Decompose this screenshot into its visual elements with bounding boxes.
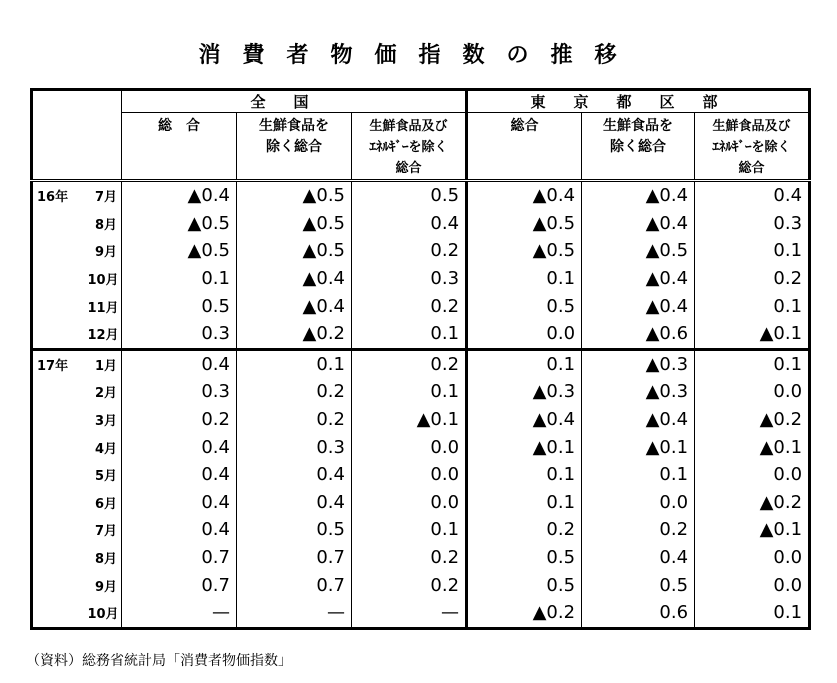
table-row	[32, 378, 810, 406]
value-cell: ▲0.4	[237, 265, 352, 293]
value-cell: 0.1	[352, 378, 467, 406]
value-cell: ▲0.5	[467, 237, 582, 265]
table-row	[32, 320, 810, 349]
value-cell: 0.2	[237, 378, 352, 406]
value-cell: ▲0.1	[467, 433, 582, 461]
value-cell: ▲0.2	[695, 489, 810, 517]
year-cell: 16年	[32, 181, 88, 210]
value-cell: ▲0.4	[582, 406, 695, 434]
value-cell: 0.2	[352, 349, 467, 378]
value-cell: 0.1	[695, 292, 810, 320]
year-cell	[32, 433, 88, 461]
value-cell: ▲0.2	[467, 599, 582, 628]
value-cell: 0.7	[122, 571, 237, 599]
table-row	[32, 544, 810, 572]
value-cell: ▲0.4	[122, 181, 237, 210]
value-cell: 0.0	[352, 433, 467, 461]
cpi-table	[30, 88, 811, 630]
value-cell: ▲0.1	[695, 433, 810, 461]
year-cell	[32, 210, 88, 238]
month-cell: 7月	[94, 190, 117, 206]
value-cell: 0.1	[467, 265, 582, 293]
value-cell: ▲0.5	[237, 210, 352, 238]
value-cell: 0.0	[352, 489, 467, 517]
value-cell: 0.4	[122, 516, 237, 544]
month-cell: 11月	[87, 300, 119, 316]
month-cell: 12月	[88, 320, 122, 349]
value-cell: ▲0.1	[695, 516, 810, 544]
value-cell: 0.3	[695, 210, 810, 238]
table-row	[32, 349, 810, 378]
value-cell: 0.3	[122, 378, 237, 406]
value-cell: ▲0.1	[352, 406, 467, 434]
value-cell: 0.2	[352, 571, 467, 599]
table-row	[32, 599, 810, 628]
year-cell	[32, 544, 88, 572]
value-cell: ▲0.4	[582, 181, 695, 210]
month-cell: 3月	[94, 414, 117, 430]
table-row	[32, 406, 810, 434]
value-cell: 0.0	[695, 571, 810, 599]
value-cell: 0.4	[122, 433, 237, 461]
value-cell: ▲0.5	[122, 237, 237, 265]
group-header-national: 全国	[122, 90, 467, 113]
value-cell: ▲0.3	[582, 378, 695, 406]
value-cell: 0.1	[695, 599, 810, 628]
value-cell: ▲0.5	[122, 210, 237, 238]
value-cell: ▲0.4	[467, 406, 582, 434]
source-note: （資料）総務省統計局「消費者物価指数」	[26, 653, 292, 669]
year-cell	[32, 292, 88, 320]
value-cell: 0.4	[237, 461, 352, 489]
year-cell	[32, 406, 88, 434]
value-cell: 0.7	[122, 544, 237, 572]
month-cell: 8月	[94, 552, 117, 568]
group-header-tokyo: 東京都区部	[467, 90, 810, 113]
month-cell: 6月	[94, 496, 117, 512]
value-cell: ▲0.2	[237, 320, 352, 349]
column-header-tokyo-total: 総合	[467, 113, 582, 181]
month-cell: 7月	[94, 524, 117, 540]
column-header-national-core: 生鮮食品を 除く総合	[237, 113, 352, 181]
value-cell: 0.0	[695, 378, 810, 406]
value-cell: 0.4	[352, 210, 467, 238]
value-cell: 0.4	[122, 489, 237, 517]
month-cell: 1月	[94, 358, 117, 374]
table-row	[32, 489, 810, 517]
table-row	[32, 461, 810, 489]
column-header-tokyo-core: 生鮮食品を 除く総合	[582, 113, 695, 181]
value-cell: 0.0	[582, 489, 695, 517]
month-cell: 9月	[94, 245, 117, 261]
year-cell	[32, 265, 88, 293]
value-cell: 0.2	[122, 406, 237, 434]
year-cell: 17年	[32, 349, 88, 378]
value-cell: ▲0.1	[582, 433, 695, 461]
table-row	[32, 292, 810, 320]
page-title: 消費者物価指数の推移	[198, 42, 639, 68]
value-cell: 0.3	[237, 433, 352, 461]
value-cell: ▲0.5	[582, 237, 695, 265]
value-cell: 0.5	[467, 571, 582, 599]
value-cell: 0.1	[122, 265, 237, 293]
value-cell: 0.5	[237, 516, 352, 544]
value-cell: —	[122, 599, 237, 628]
value-cell: 0.1	[695, 349, 810, 378]
table-row	[32, 265, 810, 293]
value-cell: 0.4	[582, 544, 695, 572]
value-cell: ▲0.4	[467, 181, 582, 210]
table-row	[32, 433, 810, 461]
value-cell: ▲0.3	[582, 349, 695, 378]
value-cell: 0.5	[467, 292, 582, 320]
value-cell: 0.2	[352, 544, 467, 572]
table-row	[32, 516, 810, 544]
year-cell	[32, 516, 88, 544]
value-cell: —	[352, 599, 467, 628]
value-cell: 0.3	[352, 265, 467, 293]
value-cell: 0.1	[467, 349, 582, 378]
value-cell: 0.2	[237, 406, 352, 434]
value-cell: ▲0.5	[237, 181, 352, 210]
value-cell: 0.4	[122, 461, 237, 489]
value-cell: 0.2	[582, 516, 695, 544]
value-cell: —	[237, 599, 352, 628]
value-cell: 0.3	[122, 320, 237, 349]
value-cell: 0.2	[467, 516, 582, 544]
value-cell: 0.5	[122, 292, 237, 320]
value-cell: 0.7	[237, 544, 352, 572]
month-cell: 9月	[94, 579, 117, 595]
value-cell: 0.2	[352, 292, 467, 320]
value-cell: 0.5	[582, 571, 695, 599]
value-cell: ▲0.3	[467, 378, 582, 406]
value-cell: 0.4	[122, 349, 237, 378]
month-cell: 4月	[94, 441, 117, 457]
value-cell: 0.1	[467, 461, 582, 489]
column-header-national-core-core: 生鮮食品及び ｴﾈﾙｷﾞｰを除く 総合	[352, 113, 467, 181]
value-cell: ▲0.4	[582, 265, 695, 293]
value-cell: 0.1	[237, 349, 352, 378]
value-cell: 0.2	[352, 237, 467, 265]
value-cell: 0.0	[352, 461, 467, 489]
value-cell: 0.6	[582, 599, 695, 628]
value-cell: 0.1	[467, 489, 582, 517]
value-cell: ▲0.4	[237, 292, 352, 320]
year-cell	[32, 237, 88, 265]
value-cell: ▲0.4	[582, 292, 695, 320]
year-cell	[32, 599, 88, 628]
table-row	[32, 181, 810, 210]
month-cell: 10月	[88, 599, 122, 628]
value-cell: 0.0	[695, 461, 810, 489]
column-header-national-total: 総 合	[122, 113, 237, 181]
value-cell: 0.1	[582, 461, 695, 489]
value-cell: 0.2	[695, 265, 810, 293]
year-cell	[32, 571, 88, 599]
table-row	[32, 210, 810, 238]
value-cell: ▲0.2	[695, 406, 810, 434]
value-cell: ▲0.4	[582, 210, 695, 238]
month-cell: 8月	[94, 217, 117, 233]
value-cell: 0.4	[695, 181, 810, 210]
year-cell	[32, 489, 88, 517]
value-cell: 0.1	[352, 320, 467, 349]
month-cell: 5月	[94, 469, 117, 485]
value-cell: ▲0.6	[582, 320, 695, 349]
year-cell	[32, 461, 88, 489]
value-cell: 0.4	[237, 489, 352, 517]
month-cell: 10月	[87, 273, 119, 289]
table-row	[32, 571, 810, 599]
value-cell: 0.1	[695, 237, 810, 265]
value-cell: 0.1	[352, 516, 467, 544]
value-cell: 0.7	[237, 571, 352, 599]
year-cell	[32, 378, 88, 406]
value-cell: ▲0.5	[237, 237, 352, 265]
value-cell: 0.0	[467, 320, 582, 349]
value-cell: 0.5	[352, 181, 467, 210]
value-cell: 0.0	[695, 544, 810, 572]
value-cell: ▲0.5	[467, 210, 582, 238]
value-cell: ▲0.1	[695, 320, 810, 349]
value-cell: 0.5	[467, 544, 582, 572]
month-cell: 2月	[94, 386, 117, 402]
table-row	[32, 237, 810, 265]
corner-cell	[32, 90, 122, 181]
column-header-tokyo-core-core: 生鮮食品及び ｴﾈﾙｷﾞｰを除く 総合	[695, 113, 810, 181]
year-cell	[32, 320, 88, 349]
